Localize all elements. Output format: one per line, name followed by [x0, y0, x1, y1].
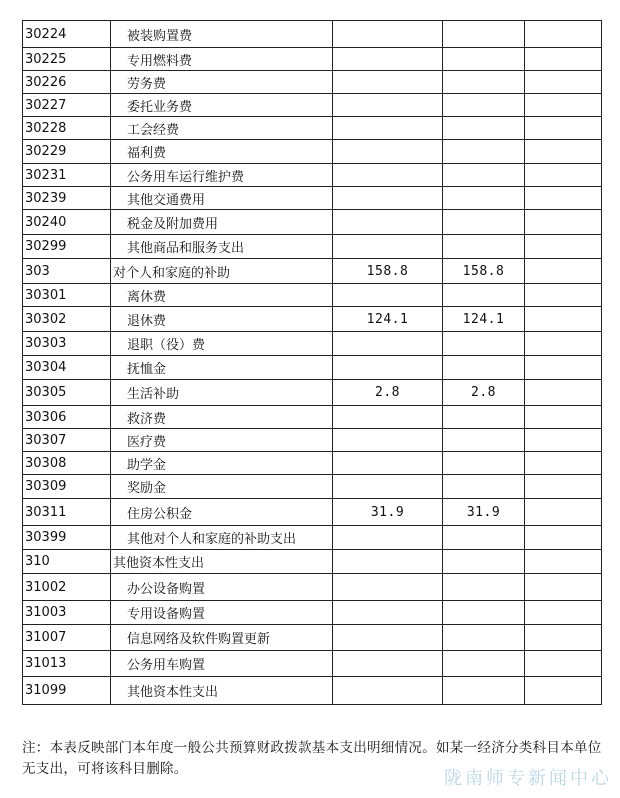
project-cell: [525, 452, 602, 475]
table-row: [23, 48, 602, 71]
code-cell: 30302: [23, 307, 111, 332]
project-cell: [525, 210, 602, 235]
project-cell: [525, 140, 602, 164]
total-cell: [333, 210, 443, 235]
code-cell: 30240: [23, 210, 111, 235]
project-cell: [525, 48, 602, 71]
item-name-cell: 劳务费: [111, 71, 333, 94]
project-cell: [525, 406, 602, 429]
item-name-cell: 对个人和家庭的补助: [111, 259, 333, 284]
table-row: [23, 94, 602, 117]
basic-cell: 31.9: [443, 499, 525, 526]
basic-cell: [443, 429, 525, 452]
total-cell: [333, 677, 443, 705]
table-row: [23, 499, 602, 526]
project-cell: [525, 71, 602, 94]
basic-cell: [443, 574, 525, 601]
item-name-cell: 其他商品和服务支出: [111, 235, 333, 259]
item-name-cell: 生活补助: [111, 380, 333, 406]
project-cell: [525, 380, 602, 406]
item-name-cell: 离休费: [111, 284, 333, 307]
code-cell: 30225: [23, 48, 111, 71]
project-cell: [525, 429, 602, 452]
table-row: [23, 164, 602, 187]
project-cell: [525, 164, 602, 187]
item-name-cell: 其他对个人和家庭的补助支出: [111, 526, 333, 550]
basic-cell: [443, 140, 525, 164]
expenditure-table: [22, 20, 602, 705]
table-row: [23, 380, 602, 406]
table-row: [23, 651, 602, 677]
project-cell: [525, 625, 602, 651]
basic-cell: [443, 164, 525, 187]
code-cell: 30227: [23, 94, 111, 117]
table-row: [23, 550, 602, 574]
basic-cell: [443, 48, 525, 71]
total-cell: [333, 356, 443, 380]
project-cell: [525, 307, 602, 332]
item-name-cell: 退休费: [111, 307, 333, 332]
total-cell: 124.1: [333, 307, 443, 332]
item-name-cell: 信息网络及软件购置更新: [111, 625, 333, 651]
code-cell: 30301: [23, 284, 111, 307]
code-cell: 30299: [23, 235, 111, 259]
basic-cell: [443, 210, 525, 235]
item-name-cell: 医疗费: [111, 429, 333, 452]
basic-cell: 2.8: [443, 380, 525, 406]
project-cell: [525, 475, 602, 499]
table-row: [23, 284, 602, 307]
total-cell: [333, 429, 443, 452]
total-cell: [333, 550, 443, 574]
total-cell: [333, 601, 443, 625]
total-cell: 2.8: [333, 380, 443, 406]
code-cell: 30307: [23, 429, 111, 452]
project-cell: [525, 651, 602, 677]
table-row: [23, 677, 602, 705]
code-cell: 30308: [23, 452, 111, 475]
basic-cell: [443, 235, 525, 259]
basic-cell: [443, 332, 525, 356]
table-row: [23, 259, 602, 284]
item-name-cell: 奖励金: [111, 475, 333, 499]
item-name-cell: 办公设备购置: [111, 574, 333, 601]
table-row: [23, 71, 602, 94]
basic-cell: [443, 677, 525, 705]
total-cell: [333, 235, 443, 259]
item-name-cell: 委托业务费: [111, 94, 333, 117]
code-cell: 31013: [23, 651, 111, 677]
table-row: [23, 406, 602, 429]
code-cell: 30399: [23, 526, 111, 550]
table-row: [23, 601, 602, 625]
code-cell: 31007: [23, 625, 111, 651]
code-cell: 31099: [23, 677, 111, 705]
total-cell: [333, 71, 443, 94]
project-cell: [525, 677, 602, 705]
project-cell: [525, 550, 602, 574]
basic-cell: [443, 94, 525, 117]
code-cell: 30306: [23, 406, 111, 429]
basic-cell: [443, 187, 525, 210]
item-name-cell: 福利费: [111, 140, 333, 164]
project-cell: [525, 574, 602, 601]
table-row: [23, 332, 602, 356]
project-cell: [525, 526, 602, 550]
project-cell: [525, 332, 602, 356]
project-cell: [525, 259, 602, 284]
basic-cell: [443, 21, 525, 48]
table-row: [23, 140, 602, 164]
total-cell: [333, 21, 443, 48]
total-cell: 158.8: [333, 259, 443, 284]
item-name-cell: 其他交通费用: [111, 187, 333, 210]
table-row: [23, 475, 602, 499]
item-name-cell: 公务用车运行维护费: [111, 164, 333, 187]
total-cell: [333, 625, 443, 651]
code-cell: 30305: [23, 380, 111, 406]
table-row: [23, 117, 602, 140]
table-row: [23, 356, 602, 380]
code-cell: 310: [23, 550, 111, 574]
basic-cell: [443, 651, 525, 677]
item-name-cell: 其他资本性支出: [111, 550, 333, 574]
total-cell: [333, 406, 443, 429]
project-cell: [525, 235, 602, 259]
table-row: [23, 526, 602, 550]
total-cell: [333, 574, 443, 601]
basic-cell: [443, 601, 525, 625]
project-cell: [525, 187, 602, 210]
table-row: [23, 235, 602, 259]
item-name-cell: 工会经费: [111, 117, 333, 140]
watermark: 陇南师专新闻中心: [444, 768, 612, 789]
table-row: [23, 452, 602, 475]
project-cell: [525, 284, 602, 307]
code-cell: 30231: [23, 164, 111, 187]
code-cell: 30239: [23, 187, 111, 210]
code-cell: 31003: [23, 601, 111, 625]
basic-cell: [443, 475, 525, 499]
basic-cell: [443, 71, 525, 94]
table-row: [23, 429, 602, 452]
total-cell: [333, 48, 443, 71]
project-cell: [525, 94, 602, 117]
basic-cell: 124.1: [443, 307, 525, 332]
project-cell: [525, 601, 602, 625]
total-cell: [333, 452, 443, 475]
table-row: [23, 210, 602, 235]
table-body: [23, 21, 602, 705]
item-name-cell: 公务用车购置: [111, 651, 333, 677]
total-cell: [333, 94, 443, 117]
total-cell: [333, 332, 443, 356]
item-name-cell: 救济费: [111, 406, 333, 429]
item-name-cell: 被装购置费: [111, 21, 333, 48]
basic-cell: [443, 406, 525, 429]
basic-cell: [443, 452, 525, 475]
code-cell: 30229: [23, 140, 111, 164]
total-cell: [333, 187, 443, 210]
basic-cell: [443, 356, 525, 380]
item-name-cell: 助学金: [111, 452, 333, 475]
code-cell: 30224: [23, 21, 111, 48]
project-cell: [525, 356, 602, 380]
project-cell: [525, 117, 602, 140]
item-name-cell: 其他资本性支出: [111, 677, 333, 705]
table-row: [23, 21, 602, 48]
code-cell: 31002: [23, 574, 111, 601]
total-cell: [333, 651, 443, 677]
item-name-cell: 抚恤金: [111, 356, 333, 380]
total-cell: [333, 475, 443, 499]
total-cell: 31.9: [333, 499, 443, 526]
code-cell: 30304: [23, 356, 111, 380]
table-row: [23, 625, 602, 651]
basic-cell: [443, 284, 525, 307]
total-cell: [333, 140, 443, 164]
total-cell: [333, 526, 443, 550]
code-cell: 30309: [23, 475, 111, 499]
table-row: [23, 307, 602, 332]
code-cell: 303: [23, 259, 111, 284]
total-cell: [333, 164, 443, 187]
footnote: 注：本表反映部门本年度一般公共预算财政拨款基本支出明细情况。如某一经济分类科目本单位无支出，可将该科目删除。: [22, 740, 602, 777]
code-cell: 30303: [23, 332, 111, 356]
table-row: [23, 187, 602, 210]
item-name-cell: 专用设备购置: [111, 601, 333, 625]
code-cell: 30228: [23, 117, 111, 140]
total-cell: [333, 284, 443, 307]
basic-cell: 158.8: [443, 259, 525, 284]
total-cell: [333, 117, 443, 140]
basic-cell: [443, 526, 525, 550]
project-cell: [525, 21, 602, 48]
item-name-cell: 专用燃料费: [111, 48, 333, 71]
basic-cell: [443, 117, 525, 140]
item-name-cell: 住房公积金: [111, 499, 333, 526]
item-name-cell: 税金及附加费用: [111, 210, 333, 235]
basic-cell: [443, 550, 525, 574]
basic-cell: [443, 625, 525, 651]
table-row: [23, 574, 602, 601]
project-cell: [525, 499, 602, 526]
code-cell: 30311: [23, 499, 111, 526]
item-name-cell: 退职（役）费: [111, 332, 333, 356]
code-cell: 30226: [23, 71, 111, 94]
